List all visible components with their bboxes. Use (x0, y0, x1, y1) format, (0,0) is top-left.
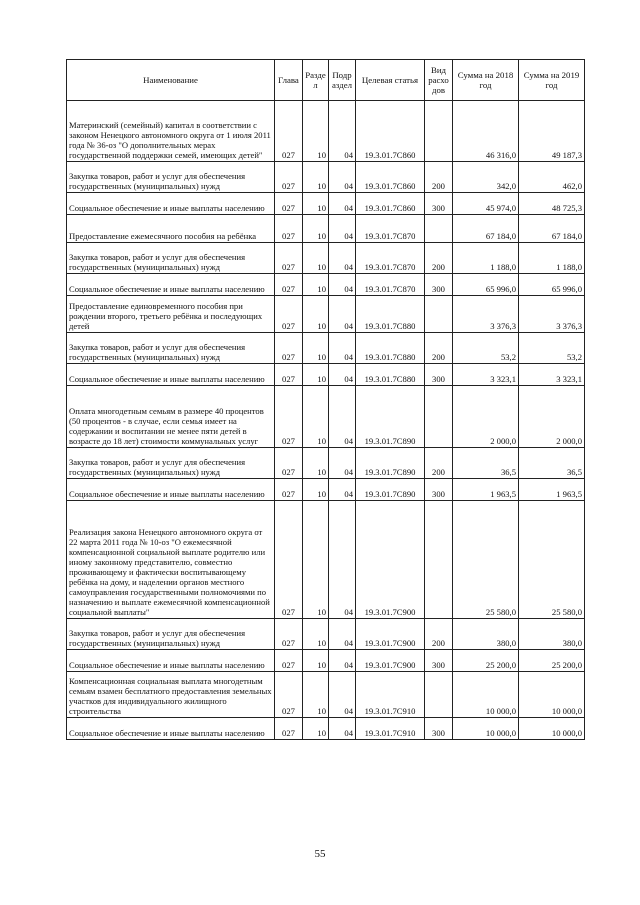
cell-section: 10 (303, 364, 329, 386)
cell-sum-2018: 3 376,3 (453, 296, 519, 333)
cell-chapter: 027 (275, 243, 303, 274)
cell-sum-2019: 2 000,0 (519, 386, 585, 448)
cell-section: 10 (303, 215, 329, 243)
cell-name: Компенсационная социальная выплата многодетным семьям взамен бесплатного предоставления земельных участков для индивидуального жилищного строительства (67, 672, 275, 718)
cell-sum-2019: 65 996,0 (519, 274, 585, 296)
cell-name: Материнский (семейный) капитал в соответствии с законом Ненецкого автономного округа от 1 июля 2011 года № 36-оз "О дополнительных мерах государственной поддержки семей, имеющих детей" (67, 101, 275, 162)
cell-target-article: 19.3.01.7С880 (356, 333, 425, 364)
table-row (67, 386, 585, 448)
table-row (67, 333, 585, 364)
cell-target-article: 19.3.01.7С880 (356, 296, 425, 333)
cell-name: Предоставление единовременного пособия при рождении второго, третьего ребёнка и последующих детей (67, 296, 275, 333)
cell-sum-2019: 462,0 (519, 162, 585, 193)
cell-sum-2018: 10 000,0 (453, 672, 519, 718)
cell-sum-2019: 10 000,0 (519, 672, 585, 718)
cell-sum-2018: 1 188,0 (453, 243, 519, 274)
table-body (67, 101, 585, 740)
cell-expense-type: 200 (425, 448, 453, 479)
cell-chapter: 027 (275, 448, 303, 479)
cell-section: 10 (303, 650, 329, 672)
cell-subsection: 04 (329, 650, 356, 672)
cell-target-article: 19.3.01.7С860 (356, 193, 425, 215)
cell-name: Закупка товаров, работ и услуг для обеспечения государственных (муниципальных) нужд (67, 162, 275, 193)
cell-name: Закупка товаров, работ и услуг для обеспечения государственных (муниципальных) нужд (67, 619, 275, 650)
table-row (67, 479, 585, 501)
cell-section: 10 (303, 333, 329, 364)
cell-target-article: 19.3.01.7С910 (356, 672, 425, 718)
table-row (67, 619, 585, 650)
cell-target-article: 19.3.01.7С890 (356, 448, 425, 479)
cell-sum-2018: 10 000,0 (453, 718, 519, 740)
table-row (67, 215, 585, 243)
cell-expense-type: 200 (425, 162, 453, 193)
cell-chapter: 027 (275, 672, 303, 718)
cell-section: 10 (303, 501, 329, 619)
cell-sum-2019: 1 963,5 (519, 479, 585, 501)
cell-expense-type (425, 215, 453, 243)
cell-subsection: 04 (329, 333, 356, 364)
cell-section: 10 (303, 718, 329, 740)
cell-name: Закупка товаров, работ и услуг для обеспечения государственных (муниципальных) нужд (67, 448, 275, 479)
cell-section: 10 (303, 672, 329, 718)
header-name: Наименование (67, 60, 275, 101)
cell-section: 10 (303, 274, 329, 296)
cell-target-article: 19.3.01.7С860 (356, 101, 425, 162)
cell-chapter: 027 (275, 274, 303, 296)
cell-target-article: 19.3.01.7С870 (356, 215, 425, 243)
table-row (67, 718, 585, 740)
cell-chapter: 027 (275, 333, 303, 364)
cell-name: Социальное обеспечение и иные выплаты населению (67, 479, 275, 501)
cell-subsection: 04 (329, 364, 356, 386)
cell-sum-2018: 36,5 (453, 448, 519, 479)
cell-name: Социальное обеспечение и иные выплаты населению (67, 718, 275, 740)
cell-sum-2018: 25 200,0 (453, 650, 519, 672)
cell-chapter: 027 (275, 364, 303, 386)
cell-name: Социальное обеспечение и иные выплаты населению (67, 650, 275, 672)
cell-subsection: 04 (329, 243, 356, 274)
cell-target-article: 19.3.01.7С880 (356, 364, 425, 386)
table-row (67, 448, 585, 479)
cell-chapter: 027 (275, 162, 303, 193)
cell-sum-2019: 25 200,0 (519, 650, 585, 672)
cell-subsection: 04 (329, 619, 356, 650)
table-row (67, 364, 585, 386)
cell-expense-type: 300 (425, 479, 453, 501)
cell-section: 10 (303, 162, 329, 193)
cell-subsection: 04 (329, 386, 356, 448)
cell-sum-2018: 45 974,0 (453, 193, 519, 215)
cell-section: 10 (303, 619, 329, 650)
cell-sum-2018: 53,2 (453, 333, 519, 364)
header-sum-2019: Сумма на 2019 год (519, 60, 585, 101)
cell-expense-type (425, 386, 453, 448)
cell-target-article: 19.3.01.7С870 (356, 274, 425, 296)
cell-section: 10 (303, 101, 329, 162)
cell-name: Социальное обеспечение и иные выплаты населению (67, 193, 275, 215)
cell-target-article: 19.3.01.7С890 (356, 479, 425, 501)
cell-sum-2019: 49 187,3 (519, 101, 585, 162)
cell-target-article: 19.3.01.7С870 (356, 243, 425, 274)
cell-subsection: 04 (329, 193, 356, 215)
cell-chapter: 027 (275, 101, 303, 162)
cell-name: Социальное обеспечение и иные выплаты населению (67, 274, 275, 296)
budget-table (66, 59, 585, 740)
cell-target-article: 19.3.01.7С860 (356, 162, 425, 193)
cell-sum-2019: 48 725,3 (519, 193, 585, 215)
table-row (67, 101, 585, 162)
cell-subsection: 04 (329, 215, 356, 243)
cell-section: 10 (303, 448, 329, 479)
cell-name: Предоставление ежемесячного пособия на ребёнка (67, 215, 275, 243)
cell-chapter: 027 (275, 296, 303, 333)
cell-chapter: 027 (275, 386, 303, 448)
cell-sum-2019: 36,5 (519, 448, 585, 479)
cell-expense-type: 200 (425, 619, 453, 650)
cell-subsection: 04 (329, 274, 356, 296)
table-row (67, 243, 585, 274)
cell-sum-2019: 10 000,0 (519, 718, 585, 740)
header-chapter: Глава (275, 60, 303, 101)
cell-expense-type: 300 (425, 650, 453, 672)
cell-sum-2019: 3 376,3 (519, 296, 585, 333)
cell-subsection: 04 (329, 501, 356, 619)
cell-sum-2019: 53,2 (519, 333, 585, 364)
cell-sum-2018: 67 184,0 (453, 215, 519, 243)
cell-name: Реализация закона Ненецкого автономного округа от 22 марта 2011 года № 10-оз "О ежемесячной компенсационной социальной выплате родителю или иному законному представителю, совместно проживающему и фактически воспитывающему ребёнка на дому, и наделении органов местного самоуправления государственными полномочиями по назначению и выплате ежемесячной компенсационной социальной выплаты" (67, 501, 275, 619)
cell-subsection: 04 (329, 479, 356, 501)
cell-chapter: 027 (275, 479, 303, 501)
cell-chapter: 027 (275, 650, 303, 672)
cell-subsection: 04 (329, 672, 356, 718)
cell-subsection: 04 (329, 101, 356, 162)
cell-name: Закупка товаров, работ и услуг для обеспечения государственных (муниципальных) нужд (67, 243, 275, 274)
table-row (67, 650, 585, 672)
cell-sum-2019: 3 323,1 (519, 364, 585, 386)
table-row (67, 274, 585, 296)
table-row (67, 162, 585, 193)
cell-name: Закупка товаров, работ и услуг для обеспечения государственных (муниципальных) нужд (67, 333, 275, 364)
header-sum-2018: Сумма на 2018 год (453, 60, 519, 101)
cell-target-article: 19.3.01.7С900 (356, 619, 425, 650)
cell-chapter: 027 (275, 501, 303, 619)
cell-chapter: 027 (275, 215, 303, 243)
cell-target-article: 19.3.01.7С890 (356, 386, 425, 448)
header-section: Разде л (303, 60, 329, 101)
cell-name: Оплата многодетным семьям в размере 40 процентов (50 процентов - в случае, если семья имеет на содержании и воспитании не менее пяти детей в возрасте до 18 лет) стоимости коммунальных услуг (67, 386, 275, 448)
cell-sum-2018: 2 000,0 (453, 386, 519, 448)
cell-section: 10 (303, 193, 329, 215)
cell-expense-type: 300 (425, 364, 453, 386)
cell-subsection: 04 (329, 162, 356, 193)
cell-sum-2018: 342,0 (453, 162, 519, 193)
cell-section: 10 (303, 386, 329, 448)
cell-chapter: 027 (275, 619, 303, 650)
cell-chapter: 027 (275, 193, 303, 215)
table-row (67, 672, 585, 718)
table-row (67, 501, 585, 619)
page-number: 55 (314, 848, 326, 860)
cell-expense-type (425, 672, 453, 718)
cell-target-article: 19.3.01.7С900 (356, 650, 425, 672)
table-row (67, 296, 585, 333)
cell-sum-2018: 3 323,1 (453, 364, 519, 386)
header-target-article: Целевая статья (356, 60, 425, 101)
cell-sum-2019: 67 184,0 (519, 215, 585, 243)
cell-sum-2018: 1 963,5 (453, 479, 519, 501)
cell-expense-type (425, 101, 453, 162)
header-expense-type: Вид расхо дов (425, 60, 453, 101)
cell-sum-2018: 25 580,0 (453, 501, 519, 619)
cell-sum-2019: 380,0 (519, 619, 585, 650)
cell-subsection: 04 (329, 448, 356, 479)
table-row (67, 193, 585, 215)
cell-expense-type (425, 501, 453, 619)
cell-section: 10 (303, 296, 329, 333)
cell-sum-2018: 46 316,0 (453, 101, 519, 162)
cell-chapter: 027 (275, 718, 303, 740)
header-subsection: Подр аздел (329, 60, 356, 101)
cell-section: 10 (303, 479, 329, 501)
cell-expense-type: 300 (425, 193, 453, 215)
cell-expense-type: 200 (425, 243, 453, 274)
table-header-row (67, 60, 585, 101)
cell-target-article: 19.3.01.7С900 (356, 501, 425, 619)
cell-expense-type: 200 (425, 333, 453, 364)
cell-expense-type (425, 296, 453, 333)
cell-section: 10 (303, 243, 329, 274)
cell-subsection: 04 (329, 296, 356, 333)
cell-expense-type: 300 (425, 274, 453, 296)
cell-expense-type: 300 (425, 718, 453, 740)
cell-sum-2018: 380,0 (453, 619, 519, 650)
cell-name: Социальное обеспечение и иные выплаты населению (67, 364, 275, 386)
cell-sum-2018: 65 996,0 (453, 274, 519, 296)
cell-sum-2019: 1 188,0 (519, 243, 585, 274)
cell-sum-2019: 25 580,0 (519, 501, 585, 619)
cell-subsection: 04 (329, 718, 356, 740)
cell-target-article: 19.3.01.7С910 (356, 718, 425, 740)
